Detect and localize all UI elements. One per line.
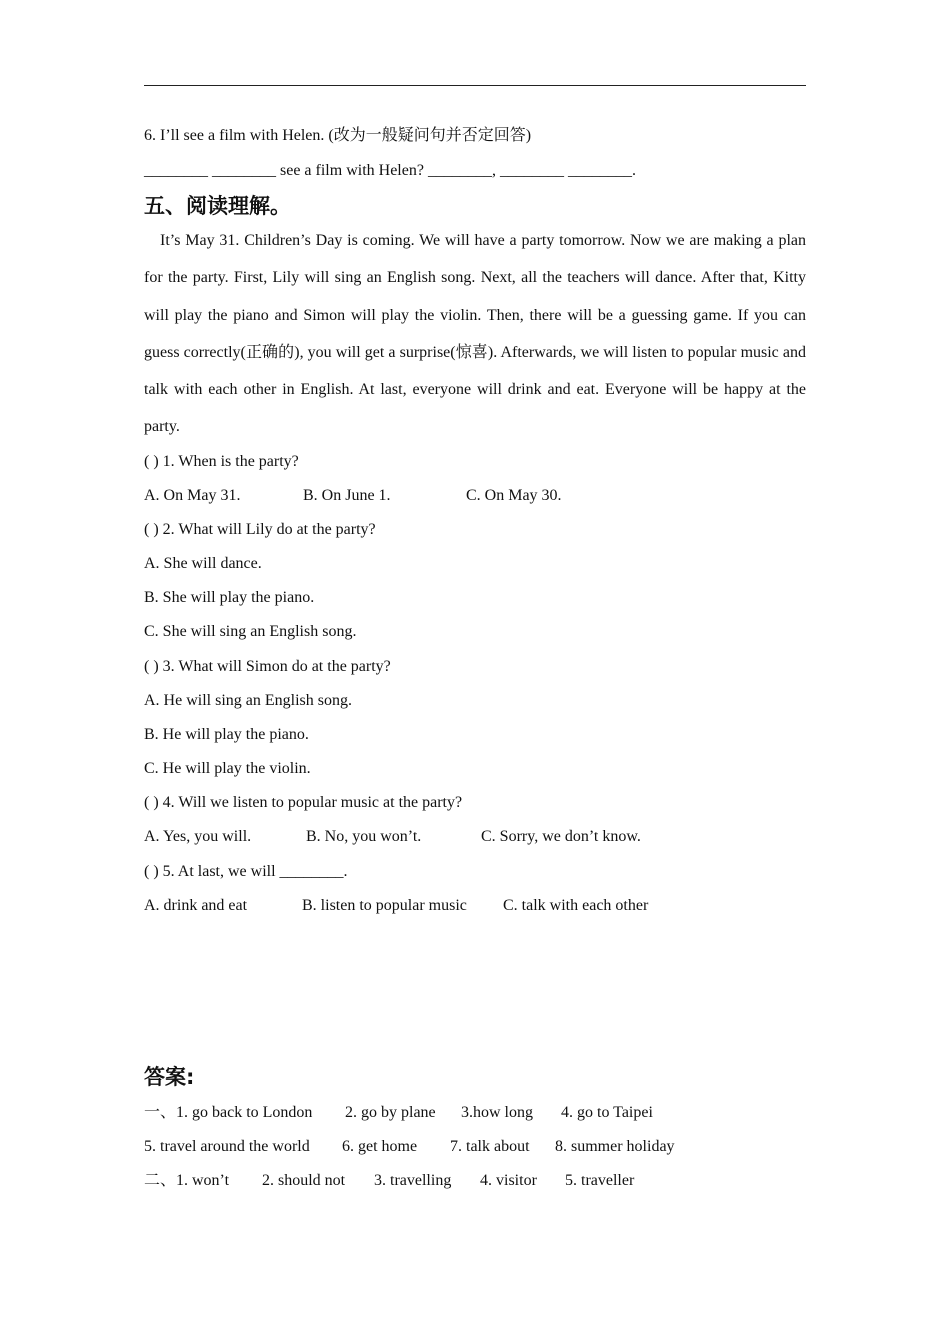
question-4-stem: ( ) 4. Will we listen to popular music at the party? xyxy=(144,794,463,811)
question-5-option-c: C. talk with each other xyxy=(503,897,649,914)
question-2-stem: ( ) 2. What will Lily do at the party? xyxy=(144,521,376,538)
question-2-option-b: B. She will play the piano. xyxy=(144,589,315,606)
answer-1-1: 一、1. go back to London xyxy=(144,1104,313,1121)
question-3-option-b: B. He will play the piano. xyxy=(144,726,309,743)
answer-2-2: 2. should not xyxy=(262,1172,346,1189)
question-3-option-a: A. He will sing an English song. xyxy=(144,692,352,709)
question-2-option-a: A. She will dance. xyxy=(144,555,262,572)
question-6-blanks: ________ ________ see a film with Helen? ________, ________ ________. xyxy=(144,162,636,179)
answer-1-4: 4. go to Taipei xyxy=(561,1104,653,1121)
answers-heading: 答案: xyxy=(144,1065,195,1089)
answer-2-1: 二、1. won’t xyxy=(144,1172,230,1189)
question-3-option-c: C. He will play the violin. xyxy=(144,760,311,777)
question-5-stem: ( ) 5. At last, we will ________. xyxy=(144,863,348,880)
answer-1-8: 8. summer holiday xyxy=(555,1138,675,1155)
question-5-option-b: B. listen to popular music xyxy=(302,897,467,914)
question-2-option-c: C. She will sing an English song. xyxy=(144,623,357,640)
question-1-option-a: A. On May 31. xyxy=(144,487,241,504)
answer-2-5: 5. traveller xyxy=(565,1172,635,1189)
question-4-option-b: B. No, you won’t. xyxy=(306,828,422,845)
answer-1-7: 7. talk about xyxy=(450,1138,530,1155)
question-3-stem: ( ) 3. What will Simon do at the party? xyxy=(144,658,391,675)
section-heading-reading: 五、阅读理解。 xyxy=(144,194,291,218)
answer-1-6: 6. get home xyxy=(342,1138,418,1155)
answer-2-4: 4. visitor xyxy=(480,1172,537,1189)
answer-1-3: 3.how long xyxy=(461,1104,533,1121)
question-5-option-a: A. drink and eat xyxy=(144,897,248,914)
question-1-option-b: B. On June 1. xyxy=(303,487,391,504)
question-6: 6. I’ll see a film with Helen. (改为一般疑问句并否定回答) xyxy=(144,127,532,144)
answer-1-5: 5. travel around the world xyxy=(144,1138,310,1155)
question-4-option-c: C. Sorry, we don’t know. xyxy=(481,828,641,845)
question-4-option-a: A. Yes, you will. xyxy=(144,828,252,845)
reading-passage: It’s May 31. Children’s Day is coming. We will have a party tomorrow. Now we are making a plan for the party. First, Lily will sing an English song. Next, all the teachers will dance. After that, Kitty will play the piano and Simon will play the violin. Then, there will be a guessing game. If you can guess correctly(正确的), you will get a surprise(惊喜). Afterwards, we will listen to popular music and talk with each other in English. At last, everyone will drink and eat. Everyone will be happy at the party. xyxy=(144,232,806,436)
question-1-stem: ( ) 1. When is the party? xyxy=(144,453,299,470)
question-1-option-c: C. On May 30. xyxy=(466,487,562,504)
answer-2-3: 3. travelling xyxy=(374,1172,452,1189)
header-rule xyxy=(144,85,806,86)
answer-1-2: 2. go by plane xyxy=(345,1104,436,1121)
